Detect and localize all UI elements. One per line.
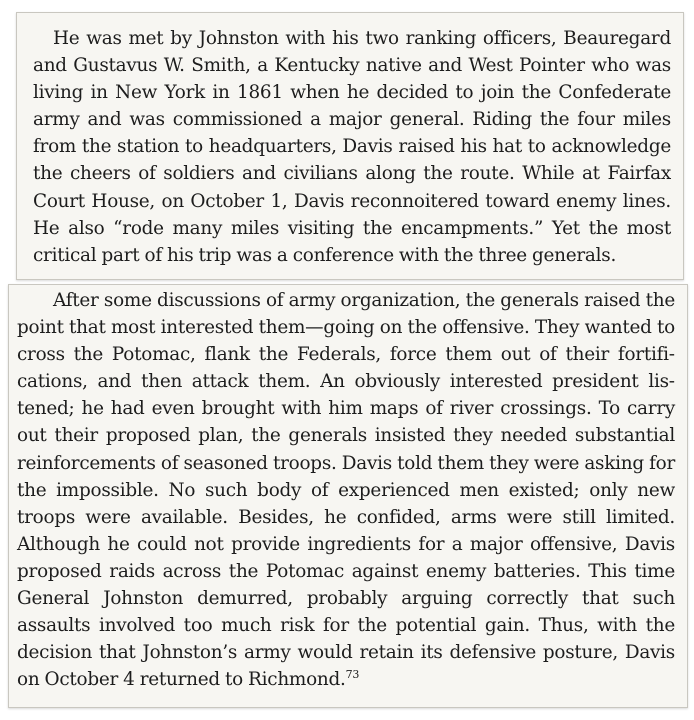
- paragraph-generals-offensive-text: After some discussions of army organization, the generals raised the point that most interested them—going on the offensive. They wanted to cross the Potomac, flank the Federals, force them out of their fortifications, and then attack them. An obviously interested president listened; he had even brought with him maps of river crossings. To carry out their proposed plan, the generals insisted they needed substantial reinforcements of seasoned troops. Davis told them they were asking for the impossible. No such body of experienced men existed; only new troops were available. Besides, he confided, arms were still limited. Although he could not provide ingredients for a major offensive, Davis proposed raids across the Potomac against enemy batteries. This time General Johnston demurred, probably arguing correctly that such assaults involved too much risk for the potential gain. Thus, with the decision that Johnston’s army would retain its defensive posture, Davis on October 4 returned to Richmond.: [17, 290, 675, 691]
- paragraph-generals-offensive: [9, 285, 687, 693]
- clipping-top: [16, 12, 684, 280]
- paragraph-davis-visit-text: He was met by Johnston with his two ranking officers, Beauregard and Gustavus W. Smith, a Kentucky native and West Pointer who was living in New York in 1861 when he decided to join the Confederate army and was commissioned a major general. Riding the four miles from the station to headquarters, Davis raised his hat to acknowledge the cheers of soldiers and civilians along the route. While at Fairfax Court House, on October 1, Davis reconnoitered toward enemy lines. He also “rode many miles visiting the encampments.” Yet the most critical part of his trip was a conference with the three generals.: [33, 28, 671, 266]
- clipping-bottom: [8, 284, 688, 708]
- footnote-marker: 73: [345, 668, 360, 682]
- paragraph-davis-visit: [17, 13, 683, 269]
